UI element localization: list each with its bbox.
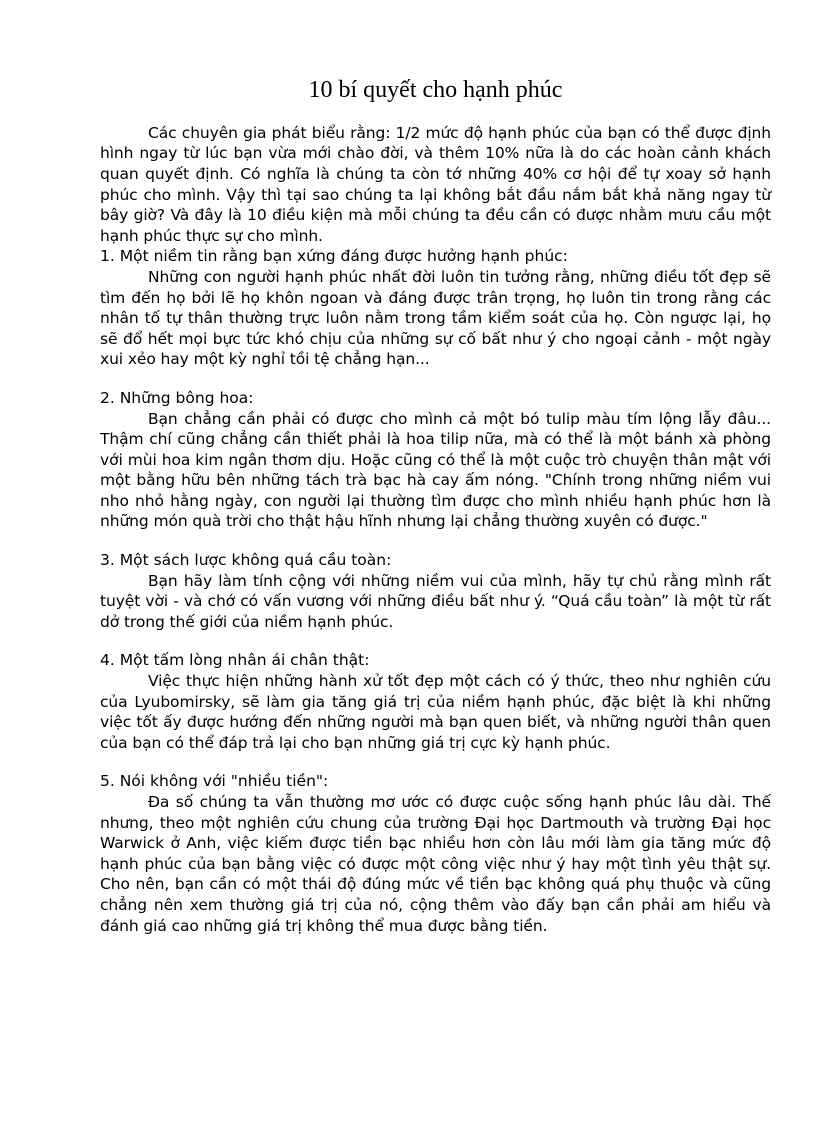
document-page xyxy=(100,76,771,936)
section-heading: 1. Một niềm tin rằng bạn xứng đáng được hưởng hạnh phúc: xyxy=(100,247,568,266)
document-title: 10 bí quyết cho hạnh phúc xyxy=(308,77,563,103)
section-body: Đa số chúng ta vẫn thường mơ ước có được cuộc sống hạnh phúc lâu dài. Thế nhưng, theo một nghiên cứu chung của trường Đại học Dartmouth và trường Đại học Warwick ở Anh, việc kiếm được tiền bạc nhiều hơn còn lâu mới làm gia tăng mức độ hạnh phúc của bạn bằng việc có được một công việc như ý hay một tình yêu thật sự. Cho nên, bạn cần có một thái độ đúng mức về tiền bạc không quá phụ thuộc và cũng chẳng nên xem thường giá trị của nó, cộng thêm vào đấy bạn cần phải am hiểu và đánh giá cao những giá trị không thể mua được bằng tiền. xyxy=(100,793,771,935)
section-body: Bạn chẳng cần phải có được cho mình cả một bó tulip màu tím lộng lẫy đâu... Thậm chí cũng chẳng cần thiết phải là hoa tilip nữa, mà có thể là một bánh xà phòng với mùi hoa kim ngân thơm dịu. Hoặc cũng có thể là một cuộc trò chuyện thân mật với một bằng hữu bên những tách trà bạc hà cay ấm nóng. "Chính trong những niềm vui nho nhỏ hằng ngày, con người lại thường tìm được cho mình nhiều hạnh phúc hơn là những món quà trời cho thật hậu hĩnh nhưng lại chẳng thường xuyên có được." xyxy=(100,409,771,531)
section-heading: 3. Một sách lược không quá cầu toàn: xyxy=(100,551,392,570)
section-heading: 5. Nói không với "nhiều tiền": xyxy=(100,772,329,791)
section-4 xyxy=(100,650,771,753)
section-3 xyxy=(100,550,771,632)
section-heading: 4. Một tấm lòng nhân ái chân thật: xyxy=(100,651,370,670)
intro-paragraph: Các chuyên gia phát biểu rằng: 1/2 mức độ hạnh phúc của bạn có thể được định hình ngay từ lúc bạn vừa mới chào đời, và thêm 10% nữa là do các hoàn cảnh khách quan quyết định. Có nghĩa là chúng ta còn tớ những 40% cơ hội để tự xoay sở hạnh phúc cho mình. Vậy thì tại sao chúng ta lại không bắt đầu nắm bắt khả năng ngay từ bây giờ? Và đây là 10 điều kiện mà mỗi chúng ta đều cần có được nhằm mưu cầu một hạnh phúc thực sự cho mình. xyxy=(100,123,771,245)
section-5 xyxy=(100,771,771,936)
section-heading: 2. Những bông hoa: xyxy=(100,388,254,407)
section-2 xyxy=(100,388,771,532)
section-body: Việc thực hiện những hành xử tốt đẹp một cách có ý thức, theo như nghiên cứu của Lyubomirsky, sẽ làm gia tăng giá trị của niềm hạnh phúc, đặc biệt là khi những việc tốt ấy được hướng đến những người mà bạn quen biết, và những người thân quen của bạn có thể đáp trả lại cho bạn những giá trị cực kỳ hạnh phúc. xyxy=(100,672,771,752)
section-body: Bạn hãy làm tính cộng với những niềm vui của mình, hãy tự chủ rằng mình rất tuyệt vời - và chớ có vấn vương với những điều bất như ý. “Quá cầu toàn” là một từ rất dở trong thế giới của niềm hạnh phúc. xyxy=(100,571,771,631)
section-body: Những con người hạnh phúc nhất đời luôn tin tưởng rằng, những điều tốt đẹp sẽ tìm đến họ bởi lẽ họ khôn ngoan và đáng được trân trọng, họ luôn tin trong rằng các nhân tố tự thân thường trực luôn nằm trong tầm kiểm soát của họ. Còn ngược lại, họ sẽ đổ hết mọi bực tức khó chịu của những sự cố bất như ý cho ngoại cảnh - một ngày xui xẻo hay một kỳ nghỉ tồi tệ chẳng hạn... xyxy=(100,267,771,369)
section-1 xyxy=(100,246,771,370)
